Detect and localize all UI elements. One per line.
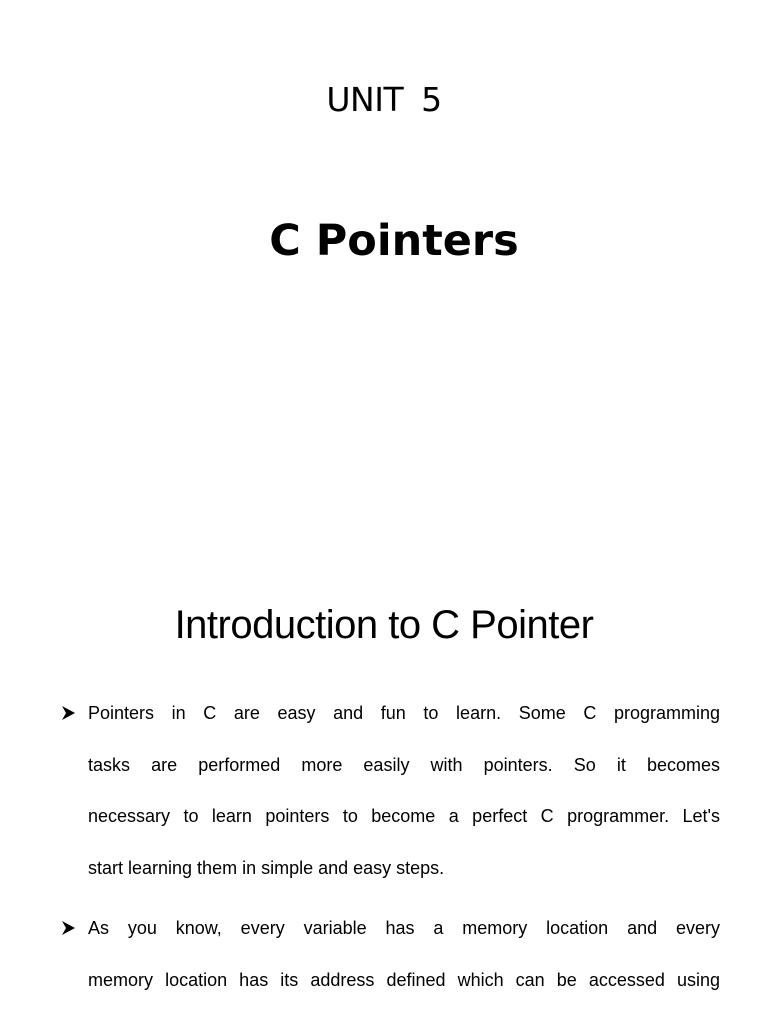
unit-number: 5 bbox=[421, 80, 442, 119]
bullet-item bbox=[60, 916, 720, 1019]
unit-label: UNIT bbox=[326, 80, 404, 119]
section-heading: Introduction to C Pointer bbox=[174, 603, 594, 647]
text-line: memory location has its address defined which can be accessed using bbox=[88, 969, 720, 990]
bullet-text bbox=[88, 701, 720, 907]
arrow-bullet-icon bbox=[60, 701, 78, 725]
page-title: C Pointers bbox=[269, 216, 519, 266]
arrow-bullet-icon bbox=[60, 916, 78, 940]
bullet-text bbox=[88, 916, 720, 1019]
unit-heading bbox=[0, 80, 768, 120]
text-line: start learning them in simple and easy steps. bbox=[88, 857, 445, 878]
text-line: As you know, every variable has a memory location and every bbox=[88, 918, 720, 938]
text-line: tasks are performed more easily with pointers. So it becomes bbox=[88, 754, 720, 775]
text-line: necessary to learn pointers to become a perfect C programmer. Let's bbox=[88, 806, 720, 826]
bullet-item bbox=[60, 701, 720, 907]
text-line: Pointers in C are easy and fun to learn. Some C programming bbox=[88, 703, 720, 723]
